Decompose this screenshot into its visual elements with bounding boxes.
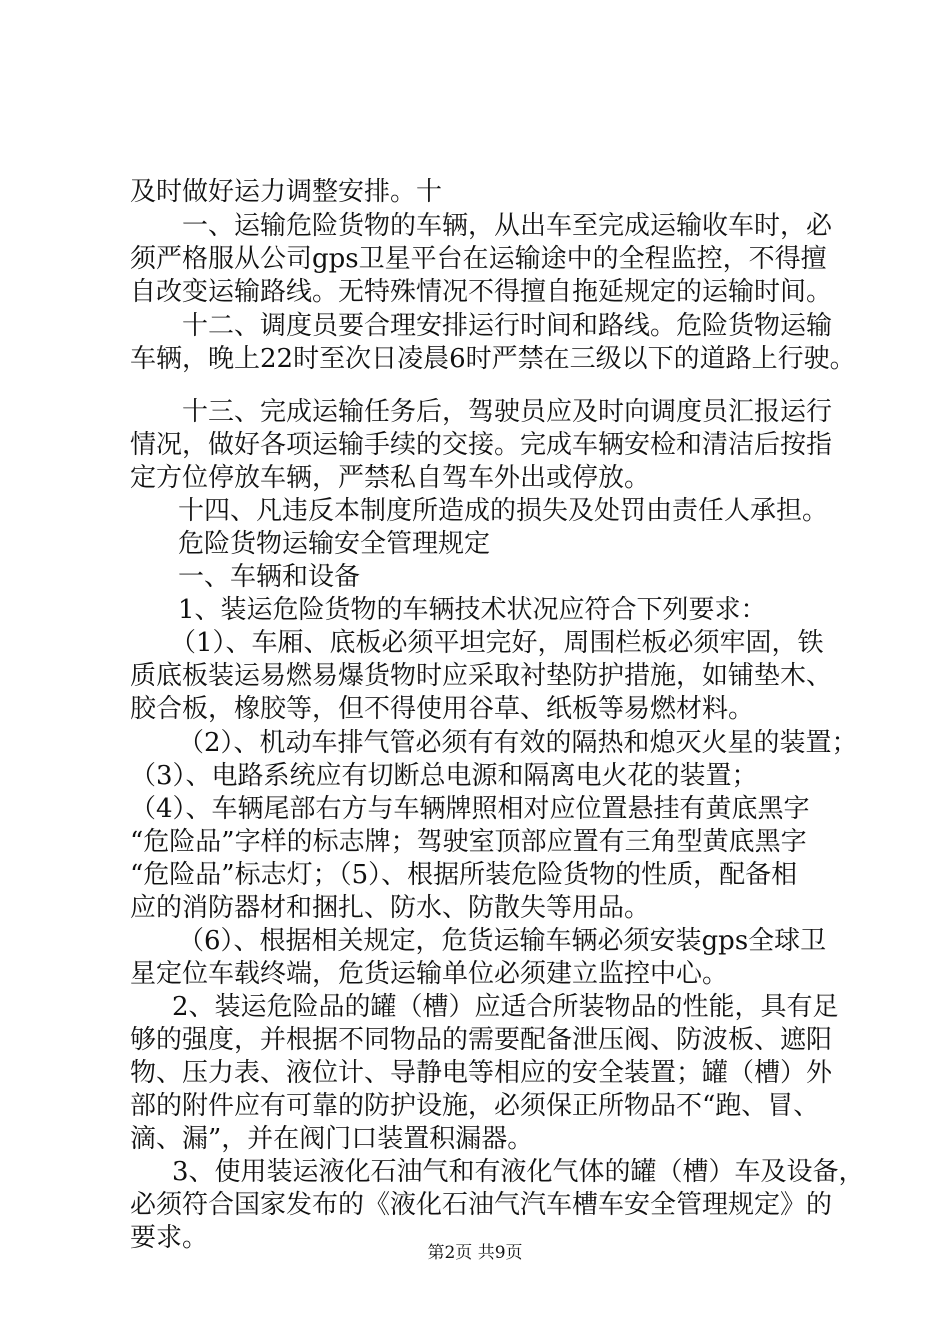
- text-line: 十四、凡违反本制度所造成的损失及处罚由责任人承担。: [178, 496, 829, 526]
- page-footer: 第2页 共9页: [427, 1243, 523, 1263]
- section-heading: 一、车辆和设备: [178, 562, 361, 592]
- text-line: 自改变运输路线。无特殊情况不得擅自拖延规定的运输时间。: [130, 277, 833, 307]
- text-line: 质底板装运易燃易爆货物时应采取衬垫防护措施，如铺垫木、: [130, 661, 833, 691]
- text-line: （2）、机动车排气管必须有有效的隔热和熄灭火星的装置；: [178, 728, 858, 758]
- text-line: 3、使用装运液化石油气和有液化气体的罐（槽）车及设备，: [172, 1157, 865, 1187]
- text-line: 要求。: [130, 1223, 209, 1253]
- text-line: 胶合板，橡胶等，但不得使用谷草、纸板等易燃材料。: [130, 694, 755, 724]
- text-line: 必须符合国家发布的《液化石油气汽车槽车安全管理规定》的: [130, 1190, 833, 1220]
- text-line: 滴、漏”，并在阀门口装置积漏器。: [130, 1124, 534, 1154]
- text-line: 十三、完成运输任务后，驾驶员应及时向调度员汇报运行: [182, 397, 833, 427]
- text-line: “危险品”字样的标志牌；驾驶室顶部应置有三角型黄底黑字: [130, 827, 807, 857]
- text-line: 星定位车载终端，危货运输单位必须建立监控中心。: [130, 959, 729, 989]
- text-line: （1）、车厢、底板必须平坦完好，周围栏板必须牢固，铁: [170, 628, 824, 658]
- text-line: 部的附件应有可靠的防护设施，必须保正所物品不“跑、冒、: [130, 1091, 820, 1121]
- text-line: （4）、车辆尾部右方与车辆牌照相对应位置悬挂有黄底黑字: [130, 794, 810, 824]
- text-line: 须严格服从公司gps卫星平台在运输途中的全程监控，不得擅: [130, 244, 827, 274]
- text-line: 车辆，晚上22时至次日凌晨6时严禁在三级以下的道路上行驶。: [130, 344, 856, 374]
- text-line: 物、压力表、液位计、导静电等相应的安全装置；罐（槽）外: [130, 1058, 833, 1088]
- text-line: 定方位停放车辆，严禁私自驾车外出或停放。: [130, 463, 651, 493]
- text-line: 十二、调度员要合理安排运行时间和路线。危险货物运输: [182, 311, 833, 341]
- text-line: 1、装运危险货物的车辆技术状况应符合下列要求：: [178, 595, 767, 625]
- text-line: （6）、根据相关规定，危货运输车辆必须安装gps全球卫: [178, 926, 827, 956]
- text-line: 一、运输危险货物的车辆，从出车至完成运输收车时，必: [182, 211, 833, 241]
- text-line: 及时做好运力调整安排。十: [130, 177, 443, 207]
- text-line: 应的消防器材和捆扎、防水、防散失等用品。: [130, 893, 651, 923]
- text-line: 够的强度，并根据不同物品的需要配备泄压阀、防波板、遮阳: [130, 1025, 833, 1055]
- text-line: 2、装运危险品的罐（槽）应适合所装物品的性能，具有足: [172, 992, 839, 1022]
- text-line: “危险品”标志灯；（5）、根据所装危险货物的性质，配备相: [130, 860, 798, 890]
- text-line: （3）、电路系统应有切断总电源和隔离电火花的装置；: [130, 761, 758, 791]
- section-title: 危险货物运输安全管理规定: [178, 529, 491, 559]
- text-line: 情况，做好各项运输手续的交接。完成车辆安检和清洁后按指: [130, 430, 833, 460]
